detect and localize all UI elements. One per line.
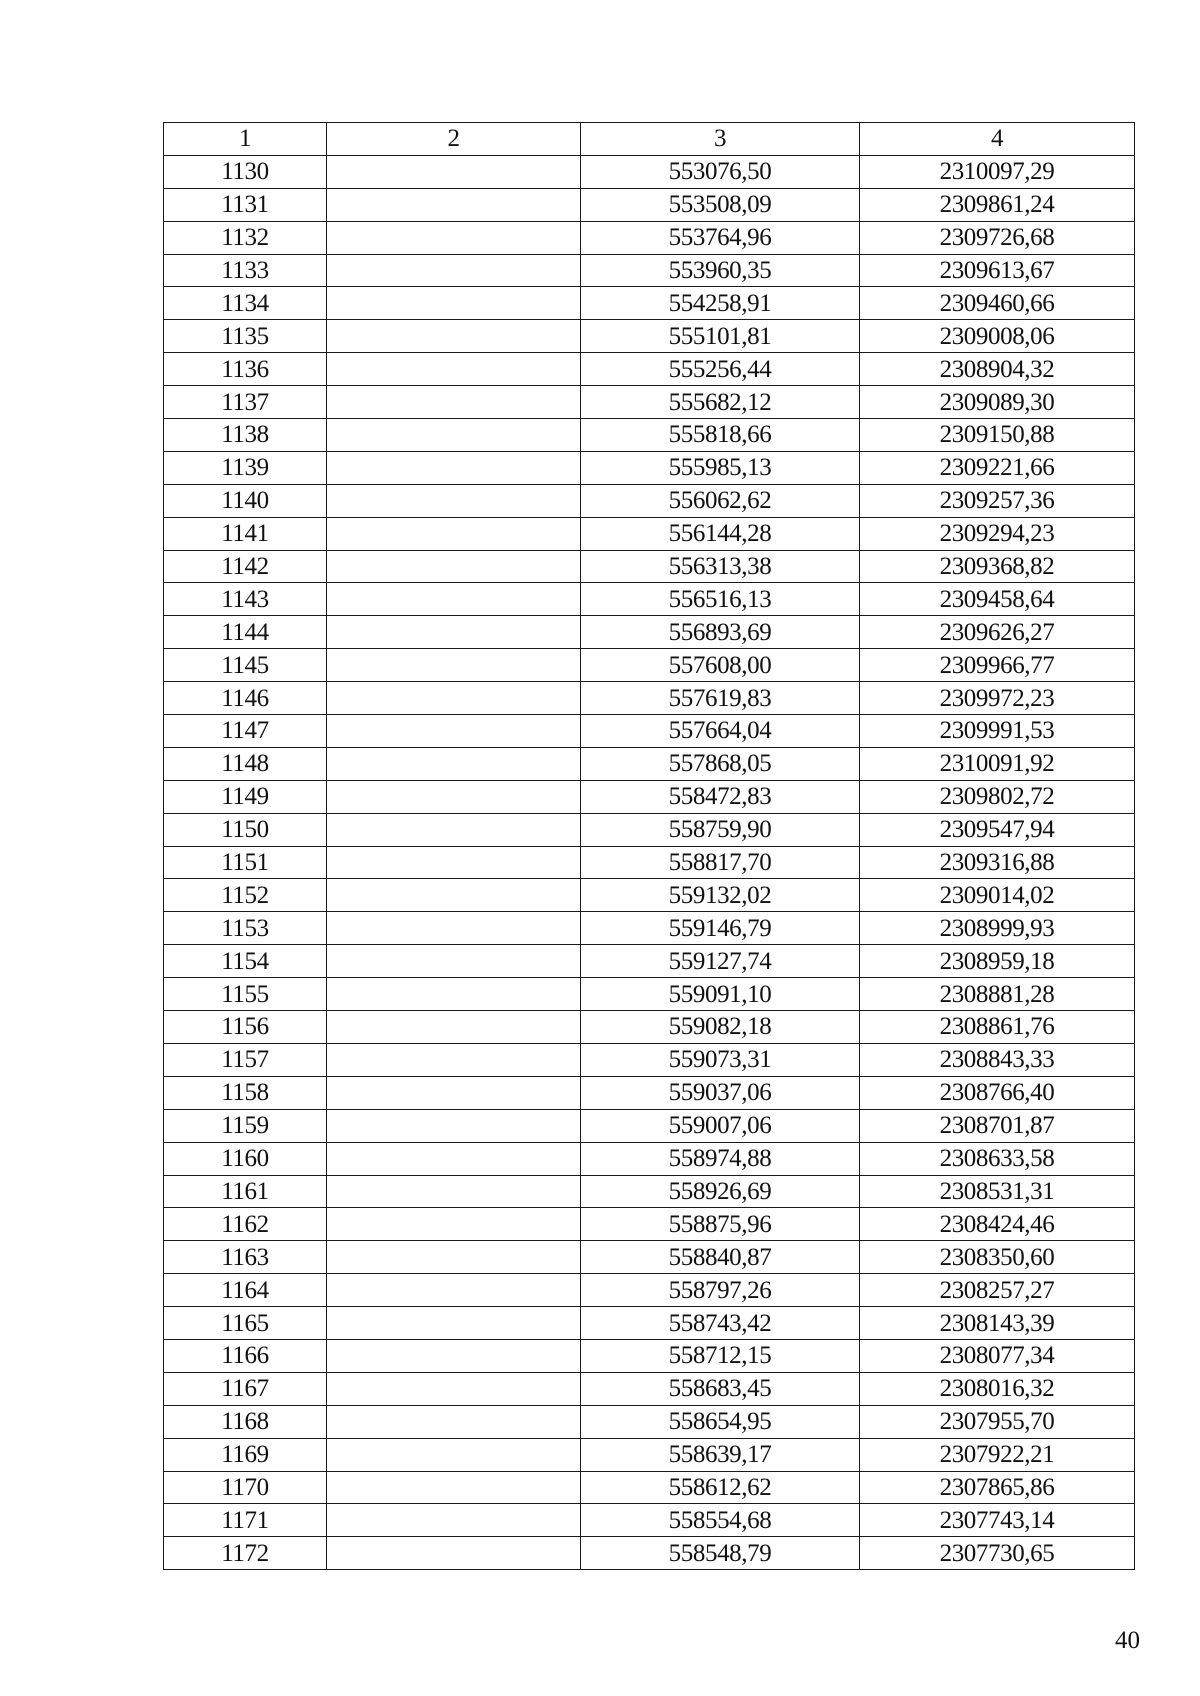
point-number-cell: 1172 [164, 1537, 327, 1570]
point-number-cell: 1130 [164, 155, 327, 188]
point-number-cell: 1145 [164, 649, 327, 682]
point-number-cell: 1158 [164, 1076, 327, 1109]
description-cell [327, 1372, 581, 1405]
x-coordinate-cell: 559082,18 [581, 1011, 860, 1044]
point-number-cell: 1170 [164, 1471, 327, 1504]
description-cell [327, 419, 581, 452]
table-row [164, 1372, 1135, 1405]
page-number: 40 [1115, 1627, 1140, 1654]
y-coordinate-cell: 2308424,46 [860, 1208, 1135, 1241]
description-cell [327, 1504, 581, 1537]
point-number-cell: 1164 [164, 1274, 327, 1307]
table-row [164, 1175, 1135, 1208]
point-number-cell: 1143 [164, 583, 327, 616]
description-cell [327, 1241, 581, 1274]
description-cell [327, 1208, 581, 1241]
description-cell [327, 320, 581, 353]
description-cell [327, 649, 581, 682]
description-cell [327, 747, 581, 780]
y-coordinate-cell: 2309458,64 [860, 583, 1135, 616]
point-number-cell: 1153 [164, 912, 327, 945]
y-coordinate-cell: 2308959,18 [860, 945, 1135, 978]
x-coordinate-cell: 553960,35 [581, 254, 860, 287]
x-coordinate-cell: 558759,90 [581, 813, 860, 846]
y-coordinate-cell: 2309257,36 [860, 484, 1135, 517]
point-number-cell: 1171 [164, 1504, 327, 1537]
table-row [164, 1274, 1135, 1307]
table-row [164, 550, 1135, 583]
y-coordinate-cell: 2310091,92 [860, 747, 1135, 780]
x-coordinate-cell: 555256,44 [581, 353, 860, 386]
y-coordinate-cell: 2307865,86 [860, 1471, 1135, 1504]
x-coordinate-cell: 559037,06 [581, 1076, 860, 1109]
table-row [164, 254, 1135, 287]
description-cell [327, 1405, 581, 1438]
table-row [164, 1208, 1135, 1241]
coordinates-table [163, 122, 1135, 1570]
table-row [164, 484, 1135, 517]
table-row [164, 813, 1135, 846]
table-row [164, 1076, 1135, 1109]
y-coordinate-cell: 2309547,94 [860, 813, 1135, 846]
table-row [164, 912, 1135, 945]
x-coordinate-cell: 556144,28 [581, 517, 860, 550]
table-row [164, 221, 1135, 254]
description-cell [327, 813, 581, 846]
x-coordinate-cell: 558926,69 [581, 1175, 860, 1208]
y-coordinate-cell: 2309626,27 [860, 616, 1135, 649]
point-number-cell: 1133 [164, 254, 327, 287]
y-coordinate-cell: 2308904,32 [860, 353, 1135, 386]
table-row [164, 1109, 1135, 1142]
y-coordinate-cell: 2307730,65 [860, 1537, 1135, 1570]
y-coordinate-cell: 2309150,88 [860, 419, 1135, 452]
y-coordinate-cell: 2309460,66 [860, 287, 1135, 320]
table-row [164, 320, 1135, 353]
table-row [164, 1471, 1135, 1504]
table-row [164, 451, 1135, 484]
header-cell-col3: 3 [581, 123, 860, 156]
x-coordinate-cell: 558797,26 [581, 1274, 860, 1307]
point-number-cell: 1151 [164, 846, 327, 879]
table-row [164, 649, 1135, 682]
description-cell [327, 1175, 581, 1208]
y-coordinate-cell: 2309089,30 [860, 386, 1135, 419]
x-coordinate-cell: 558654,95 [581, 1405, 860, 1438]
y-coordinate-cell: 2308861,76 [860, 1011, 1135, 1044]
description-cell [327, 978, 581, 1011]
x-coordinate-cell: 556516,13 [581, 583, 860, 616]
description-cell [327, 780, 581, 813]
table-body [164, 155, 1135, 1569]
y-coordinate-cell: 2308843,33 [860, 1043, 1135, 1076]
description-cell [327, 550, 581, 583]
y-coordinate-cell: 2309802,72 [860, 780, 1135, 813]
point-number-cell: 1159 [164, 1109, 327, 1142]
description-cell [327, 221, 581, 254]
description-cell [327, 1438, 581, 1471]
x-coordinate-cell: 557664,04 [581, 715, 860, 748]
x-coordinate-cell: 556893,69 [581, 616, 860, 649]
x-coordinate-cell: 555985,13 [581, 451, 860, 484]
point-number-cell: 1161 [164, 1175, 327, 1208]
point-number-cell: 1135 [164, 320, 327, 353]
point-number-cell: 1149 [164, 780, 327, 813]
y-coordinate-cell: 2310097,29 [860, 155, 1135, 188]
point-number-cell: 1146 [164, 682, 327, 715]
table-row [164, 583, 1135, 616]
description-cell [327, 912, 581, 945]
table-row [164, 1405, 1135, 1438]
y-coordinate-cell: 2309861,24 [860, 188, 1135, 221]
description-cell [327, 616, 581, 649]
header-cell-col2: 2 [327, 123, 581, 156]
point-number-cell: 1169 [164, 1438, 327, 1471]
point-number-cell: 1168 [164, 1405, 327, 1438]
table-row [164, 846, 1135, 879]
point-number-cell: 1148 [164, 747, 327, 780]
point-number-cell: 1134 [164, 287, 327, 320]
point-number-cell: 1163 [164, 1241, 327, 1274]
y-coordinate-cell: 2307743,14 [860, 1504, 1135, 1537]
description-cell [327, 287, 581, 320]
point-number-cell: 1150 [164, 813, 327, 846]
point-number-cell: 1136 [164, 353, 327, 386]
y-coordinate-cell: 2308257,27 [860, 1274, 1135, 1307]
table-row [164, 682, 1135, 715]
description-cell [327, 945, 581, 978]
y-coordinate-cell: 2308633,58 [860, 1142, 1135, 1175]
x-coordinate-cell: 555682,12 [581, 386, 860, 419]
table-row [164, 1241, 1135, 1274]
description-cell [327, 1471, 581, 1504]
point-number-cell: 1141 [164, 517, 327, 550]
description-cell [327, 1109, 581, 1142]
table-row [164, 747, 1135, 780]
point-number-cell: 1142 [164, 550, 327, 583]
point-number-cell: 1139 [164, 451, 327, 484]
description-cell [327, 1339, 581, 1372]
description-cell [327, 1307, 581, 1340]
y-coordinate-cell: 2309316,88 [860, 846, 1135, 879]
y-coordinate-cell: 2309221,66 [860, 451, 1135, 484]
y-coordinate-cell: 2309368,82 [860, 550, 1135, 583]
x-coordinate-cell: 559091,10 [581, 978, 860, 1011]
y-coordinate-cell: 2308531,31 [860, 1175, 1135, 1208]
table-row [164, 188, 1135, 221]
point-number-cell: 1160 [164, 1142, 327, 1175]
x-coordinate-cell: 558817,70 [581, 846, 860, 879]
y-coordinate-cell: 2308881,28 [860, 978, 1135, 1011]
x-coordinate-cell: 555101,81 [581, 320, 860, 353]
table-row [164, 155, 1135, 188]
table-row [164, 1043, 1135, 1076]
y-coordinate-cell: 2309991,53 [860, 715, 1135, 748]
description-cell [327, 353, 581, 386]
x-coordinate-cell: 553764,96 [581, 221, 860, 254]
y-coordinate-cell: 2309008,06 [860, 320, 1135, 353]
table-row [164, 978, 1135, 1011]
table-row [164, 1504, 1135, 1537]
description-cell [327, 254, 581, 287]
point-number-cell: 1155 [164, 978, 327, 1011]
point-number-cell: 1166 [164, 1339, 327, 1372]
table-row [164, 517, 1135, 550]
table-row [164, 780, 1135, 813]
x-coordinate-cell: 559073,31 [581, 1043, 860, 1076]
table-row [164, 715, 1135, 748]
x-coordinate-cell: 559007,06 [581, 1109, 860, 1142]
header-cell-col4: 4 [860, 123, 1135, 156]
table-row [164, 1537, 1135, 1570]
x-coordinate-cell: 557608,00 [581, 649, 860, 682]
point-number-cell: 1132 [164, 221, 327, 254]
point-number-cell: 1138 [164, 419, 327, 452]
point-number-cell: 1147 [164, 715, 327, 748]
description-cell [327, 1142, 581, 1175]
description-cell [327, 715, 581, 748]
description-cell [327, 1537, 581, 1570]
x-coordinate-cell: 553508,09 [581, 188, 860, 221]
description-cell [327, 386, 581, 419]
point-number-cell: 1140 [164, 484, 327, 517]
table-row [164, 353, 1135, 386]
y-coordinate-cell: 2309966,77 [860, 649, 1135, 682]
x-coordinate-cell: 558840,87 [581, 1241, 860, 1274]
description-cell [327, 1076, 581, 1109]
x-coordinate-cell: 553076,50 [581, 155, 860, 188]
point-number-cell: 1162 [164, 1208, 327, 1241]
point-number-cell: 1165 [164, 1307, 327, 1340]
description-cell [327, 879, 581, 912]
y-coordinate-cell: 2307922,21 [860, 1438, 1135, 1471]
x-coordinate-cell: 559146,79 [581, 912, 860, 945]
table-row [164, 879, 1135, 912]
table-row [164, 1307, 1135, 1340]
y-coordinate-cell: 2308766,40 [860, 1076, 1135, 1109]
x-coordinate-cell: 558639,17 [581, 1438, 860, 1471]
x-coordinate-cell: 558683,45 [581, 1372, 860, 1405]
table-row [164, 1339, 1135, 1372]
description-cell [327, 484, 581, 517]
table-row [164, 287, 1135, 320]
x-coordinate-cell: 558974,88 [581, 1142, 860, 1175]
table-row [164, 616, 1135, 649]
y-coordinate-cell: 2307955,70 [860, 1405, 1135, 1438]
x-coordinate-cell: 558548,79 [581, 1537, 860, 1570]
table-header-row [164, 123, 1135, 156]
table-row [164, 1438, 1135, 1471]
y-coordinate-cell: 2308016,32 [860, 1372, 1135, 1405]
header-cell-col1: 1 [164, 123, 327, 156]
description-cell [327, 1011, 581, 1044]
x-coordinate-cell: 557619,83 [581, 682, 860, 715]
x-coordinate-cell: 558875,96 [581, 1208, 860, 1241]
x-coordinate-cell: 556313,38 [581, 550, 860, 583]
point-number-cell: 1156 [164, 1011, 327, 1044]
y-coordinate-cell: 2308077,34 [860, 1339, 1135, 1372]
point-number-cell: 1131 [164, 188, 327, 221]
y-coordinate-cell: 2308701,87 [860, 1109, 1135, 1142]
point-number-cell: 1152 [164, 879, 327, 912]
y-coordinate-cell: 2308999,93 [860, 912, 1135, 945]
x-coordinate-cell: 558743,42 [581, 1307, 860, 1340]
x-coordinate-cell: 559127,74 [581, 945, 860, 978]
description-cell [327, 451, 581, 484]
y-coordinate-cell: 2308350,60 [860, 1241, 1135, 1274]
x-coordinate-cell: 554258,91 [581, 287, 860, 320]
description-cell [327, 1043, 581, 1076]
y-coordinate-cell: 2308143,39 [860, 1307, 1135, 1340]
y-coordinate-cell: 2309014,02 [860, 879, 1135, 912]
description-cell [327, 682, 581, 715]
table-row [164, 945, 1135, 978]
description-cell [327, 1274, 581, 1307]
description-cell [327, 517, 581, 550]
x-coordinate-cell: 558612,62 [581, 1471, 860, 1504]
description-cell [327, 583, 581, 616]
x-coordinate-cell: 558472,83 [581, 780, 860, 813]
x-coordinate-cell: 558554,68 [581, 1504, 860, 1537]
table-row [164, 1011, 1135, 1044]
description-cell [327, 846, 581, 879]
point-number-cell: 1144 [164, 616, 327, 649]
x-coordinate-cell: 556062,62 [581, 484, 860, 517]
table-row [164, 386, 1135, 419]
y-coordinate-cell: 2309726,68 [860, 221, 1135, 254]
x-coordinate-cell: 555818,66 [581, 419, 860, 452]
point-number-cell: 1167 [164, 1372, 327, 1405]
description-cell [327, 155, 581, 188]
x-coordinate-cell: 557868,05 [581, 747, 860, 780]
point-number-cell: 1157 [164, 1043, 327, 1076]
table-row [164, 419, 1135, 452]
y-coordinate-cell: 2309294,23 [860, 517, 1135, 550]
y-coordinate-cell: 2309972,23 [860, 682, 1135, 715]
description-cell [327, 188, 581, 221]
point-number-cell: 1154 [164, 945, 327, 978]
x-coordinate-cell: 559132,02 [581, 879, 860, 912]
table-row [164, 1142, 1135, 1175]
point-number-cell: 1137 [164, 386, 327, 419]
x-coordinate-cell: 558712,15 [581, 1339, 860, 1372]
y-coordinate-cell: 2309613,67 [860, 254, 1135, 287]
